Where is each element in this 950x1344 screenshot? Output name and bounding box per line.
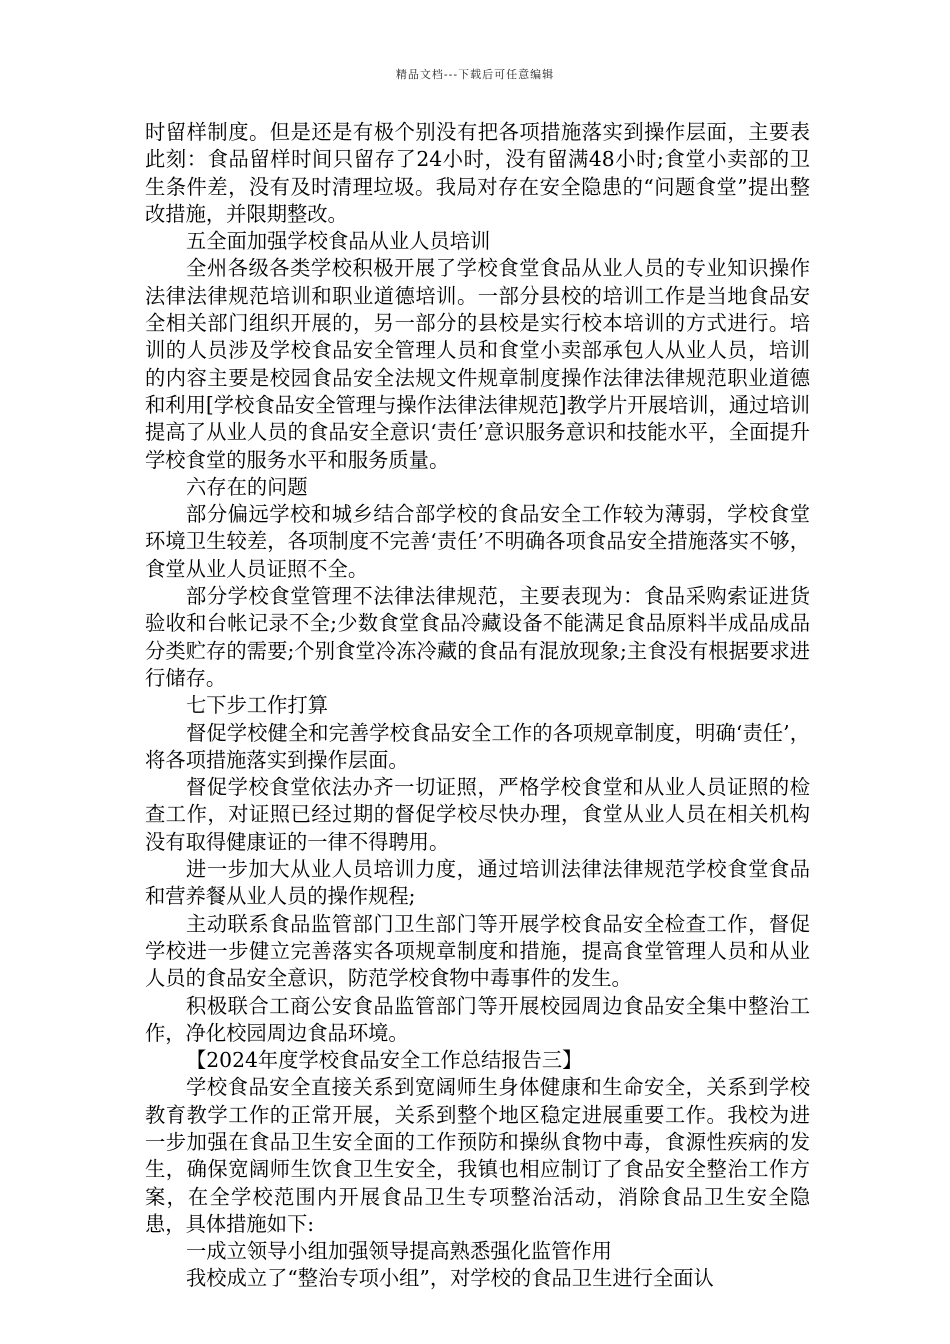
paragraph: 督促学校食堂依法办齐一切证照，严格学校食堂和从业人员证照的检查工作，对证照已经过期的督促学校尽快办理，食堂从业人员在相关机构没有取得健康证的一律不得聘用。 <box>145 775 810 854</box>
paragraph: 积极联合工商公安食品监管部门等开展校园周边食品安全集中整治工作，净化校园周边食品环境。 <box>145 993 810 1045</box>
document-body <box>145 119 810 1293</box>
section-heading: 五全面加强学校食品从业人员培训 <box>186 229 491 254</box>
paragraph: 部分学校食堂管理不法律法律规范，主要表现为：食品采购索证进货验收和台帐记录不全;少数食堂食品冷藏设备不能满足食品原料半成品成品分类贮存的需要;个别食堂冷冻冷藏的食品有混放现象;主食没有根据要求进行储存。 <box>145 584 810 690</box>
paragraph: 主动联系食品监管部门卫生部门等开展学校食品安全检查工作，督促学校进一步健立完善落实各项规章制度和措施，提高食堂管理人员和从业人员的食品安全意识，防范学校食物中毒事件的发生。 <box>145 911 810 991</box>
paragraph: 督促学校健全和完善学校食品安全工作的各项规章制度，明确‘责任’，将各项措施落实到操作层面。 <box>145 720 810 772</box>
section-heading: 七下步工作打算 <box>186 693 328 718</box>
paragraph: 全州各级各类学校积极开展了学校食堂食品从业人员的专业知识操作法律法律规范培训和职业道德培训。一部分县校的培训工作是当地食品安全相关部门组织开展的，另一部分的县校是实行校本培训的方式进行。培训的人员涉及学校食品安全管理人员和食堂小卖部承包人从业人员，培训的内容主要是校园食品安全法规文件规章制度操作法律法律规范职业道德和利用[学校食品安全管理与操作法律法律规范]教学片开展培训，通过培训提高了从业人员的食品安全意识‘责任’意识服务意识和技能水平，全面提升学校食堂的服务水平和服务质量。 <box>145 256 810 472</box>
paragraph: 时留样制度。但是还是有极个别没有把各项措施落实到操作层面，主要表此刻：食品留样时间只留存了24小时，没有留满48小时;食堂小卖部的卫生条件差，没有及时清理垃圾。我局对存在安全隐患的“问题食堂”提出整改措施，并限期整改。 <box>145 120 810 226</box>
section-heading: 六存在的问题 <box>186 474 308 499</box>
section-heading: 一成立领导小组加强领导提高熟悉强化监管作用 <box>186 1239 612 1264</box>
report-title: 【2024年度学校食品安全工作总结报告三】 <box>186 1048 583 1073</box>
paragraph: 进一步加大从业人员培训力度，通过培训法律法律规范学校食堂食品和营养餐从业人员的操作规程; <box>145 857 810 909</box>
page-header-note: 精品文档---下载后可任意编辑 <box>395 68 555 81</box>
paragraph: 我校成立了“整治专项小组”，对学校的食品卫生进行全面认 <box>186 1266 714 1291</box>
paragraph: 学校食品安全直接关系到宽阔师生身体健康和生命安全，关系到学校教育教学工作的正常开展，关系到整个地区稳定进展重要工作。我校为进一步加强在食品卫生安全面的工作预防和操纵食物中毒，食源性疾病的发生，确保宽阔师生饮食卫生安全，我镇也相应制订了食品安全整治工作方案，在全学校范围内开展食品卫生专项整治活动，消除食品卫生安全隐患，具体措施如下: <box>145 1075 810 1236</box>
paragraph: 部分偏远学校和城乡结合部学校的食品安全工作较为薄弱，学校食堂环境卫生较差，各项制度不完善‘责任’不明确各项食品安全措施落实不够，食堂从业人员证照不全。 <box>145 502 810 581</box>
